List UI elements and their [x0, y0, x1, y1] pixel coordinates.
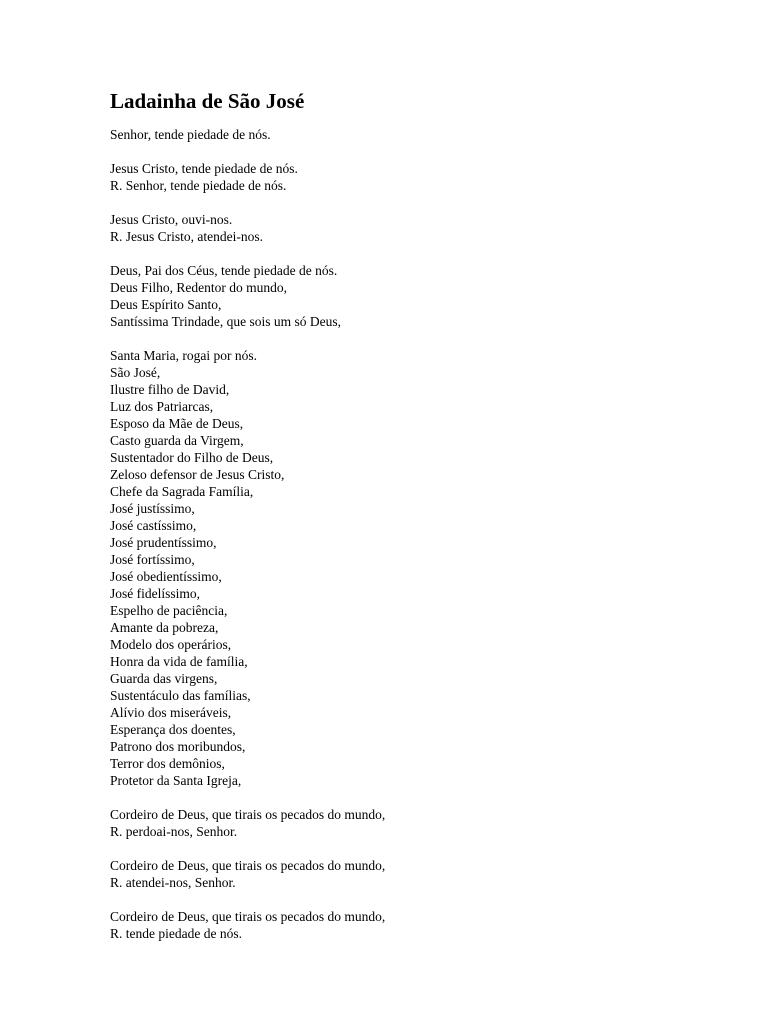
litany-line: Jesus Cristo, ouvi-nos. — [110, 212, 233, 227]
litany-line: São José, — [110, 365, 161, 380]
litany-line: Guarda das virgens, — [110, 671, 218, 686]
litany-line: José castíssimo, — [110, 518, 197, 533]
litany-line: Deus Filho, Redentor do mundo, — [110, 280, 287, 295]
litany-line: Senhor, tende piedade de nós. — [110, 127, 271, 142]
litany-line: Honra da vida de família, — [110, 654, 248, 669]
litany-line: Ilustre filho de David, — [110, 382, 230, 397]
litany-line: José fidelíssimo, — [110, 586, 200, 601]
litany-line: R. tende piedade de nós. — [110, 926, 242, 941]
litany-line: Alívio dos miseráveis, — [110, 705, 232, 720]
litany-stanza — [110, 211, 710, 245]
litany-line: Esperança dos doentes, — [110, 722, 236, 737]
litany-line: José prudentíssimo, — [110, 535, 217, 550]
litany-line: Santa Maria, rogai por nós. — [110, 348, 257, 363]
litany-stanza — [110, 908, 710, 942]
litany-line: Sustentador do Filho de Deus, — [110, 450, 274, 465]
litany-stanza — [110, 806, 710, 840]
litany-line: Cordeiro de Deus, que tirais os pecados do mundo, — [110, 807, 386, 822]
litany-line: Esposo da Mãe de Deus, — [110, 416, 244, 431]
document-title: Ladainha de São José — [110, 89, 305, 113]
litany-line: José justíssimo, — [110, 501, 195, 516]
litany-body — [110, 126, 710, 942]
litany-line: Deus, Pai dos Céus, tende piedade de nós. — [110, 263, 338, 278]
litany-line: Sustentáculo das famílias, — [110, 688, 251, 703]
litany-line: Cordeiro de Deus, que tirais os pecados do mundo, — [110, 858, 386, 873]
litany-line: Patrono dos moribundos, — [110, 739, 246, 754]
litany-line: Terror dos demônios, — [110, 756, 225, 771]
litany-line: R. perdoai-nos, Senhor. — [110, 824, 238, 839]
litany-stanza — [110, 347, 710, 789]
litany-line: Chefe da Sagrada Família, — [110, 484, 254, 499]
litany-stanza — [110, 126, 710, 143]
litany-line: Amante da pobreza, — [110, 620, 219, 635]
litany-line: R. Senhor, tende piedade de nós. — [110, 178, 287, 193]
litany-stanza — [110, 262, 710, 330]
litany-line: Zeloso defensor de Jesus Cristo, — [110, 467, 285, 482]
litany-line: Modelo dos operários, — [110, 637, 232, 652]
litany-line: Espelho de paciência, — [110, 603, 228, 618]
litany-stanza — [110, 857, 710, 891]
litany-line: Jesus Cristo, tende piedade de nós. — [110, 161, 298, 176]
litany-line: José fortíssimo, — [110, 552, 195, 567]
litany-line: R. atendei-nos, Senhor. — [110, 875, 236, 890]
litany-line: Luz dos Patriarcas, — [110, 399, 214, 414]
litany-line: Protetor da Santa Igreja, — [110, 773, 242, 788]
document-content — [110, 88, 710, 959]
litany-line: Santíssima Trindade, que sois um só Deus, — [110, 314, 342, 329]
litany-stanza — [110, 160, 710, 194]
litany-line: Casto guarda da Virgem, — [110, 433, 244, 448]
litany-line: Deus Espírito Santo, — [110, 297, 222, 312]
litany-line: José obedientíssimo, — [110, 569, 222, 584]
litany-line: Cordeiro de Deus, que tirais os pecados do mundo, — [110, 909, 386, 924]
litany-line: R. Jesus Cristo, atendei-nos. — [110, 229, 263, 244]
